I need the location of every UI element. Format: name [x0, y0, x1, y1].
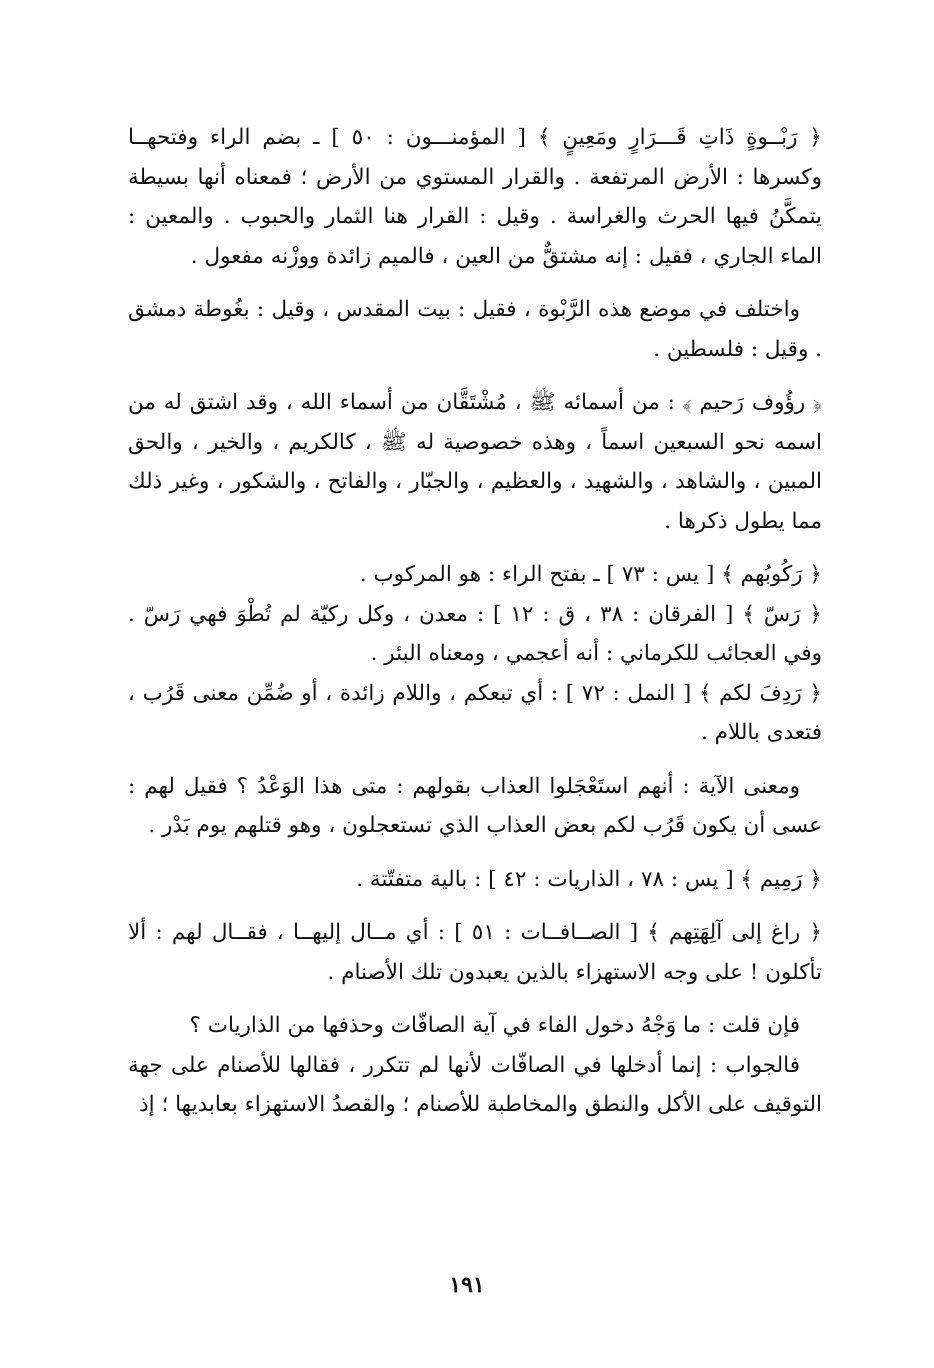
entry-ragha: ﴿ راغ إلى آلِهَتِهم ﴾ [ الصــافــات : ٥١ ] : أي مــال إليهــا ، فقــال لهم : ألا تأكلون ! على وجه الاستهزاء بالذين يعبدون تلك الأصنام . — [128, 920, 822, 985]
entry-rakoubuhum: ﴿ رَكُوبُهم ﴾ [ يس : ٧٣ ] ـ بفتح الراء : هو المركوب . — [359, 562, 822, 587]
entry-rabwa: ﴿ رَبْــوةٍ ذَاتِ قَـــرَارٍ ومَعِينٍ ﴾ [ المؤمنـــون : ٥٠ ] ـ بضم الراء وفتحهــا وكسرها : الأرض المرتفعة . والقرار المستوي من الأرض ؛ فمعناه أنها بسيطة يتمكَّنُ فيها الحرث والغراسة . وقيل : القرار هنا الثمار والحبوب . والمعين : الماء الجاري ، فقيل : إنه مشتقٌّ من العين ، فالميم زائدة ووزْنه مفعول . — [128, 125, 822, 269]
entry-ramim: ﴿ رَمِيم ﴾ [ يس : ٧٨ ، الذاريات : ٤٢ ] : بالية متفتّتة . — [356, 866, 822, 892]
entry-raouf-rahim: ﴿ رؤُوف رَحيم ﴾ : من أسمائه ﷺ ، مُشْتَقَّان من أسماء الله ، وقد اشتق له من اسمه نحو السبعين اسماً ، وهذه خصوصية له ﷺ ، كالكريم ، والخير ، والحق المبين ، والشاهد ، والشهيد ، والعظيم ، والجبّار ، والفاتح ، والشكور ، وغير ذلك مما يطول ذكرها . — [128, 390, 822, 534]
entry-radifa: ﴿ رَدِفَ لكم ﴾ [ النمل : ٧٢ ] : أي تبعكم ، واللام زائدة ، أو ضُمِّن معنى قَرُب ، فتعدى باللام . — [128, 680, 822, 745]
page-number: ١٩١ — [449, 1272, 485, 1298]
paragraph-verse-meaning: ومعنى الآية : أنهم استَعْجَلوا العذاب بقولهم : متى هذا الوَعْدُ ؟ فقيل لهم : عسى أن يكون قَرُب لكم بعض العذاب الذي تستعجلون ، وهو قتلهم يوم بَدْر . — [128, 773, 822, 838]
entry-rass: ﴿ رَسّ ﴾ [ الفرقان : ٣٨ ، ق : ١٢ ] : معدن ، وكل ركيّة لم تُطْوَ فهي رَسّ . وفي العجائب للكرماني : أنه أعجمي ، ومعناه البئر . — [128, 601, 823, 666]
page-body — [128, 118, 822, 1125]
paragraph-rabwa-location: واختلف في موضع هذه الرَّبْوة ، فقيل : بيت المقدس ، وقيل : بغُوطة دمشق . وقيل : فلسطين . — [128, 297, 822, 362]
paragraph-answer: فالجواب : إنما أدخلها في الصافّات لأنها لم تتكرر ، فقالها للأصنام على جهة التوقيف على الأكل والنطق والمخاطبة للأصنام ؛ والقصدُ الاستهزاء بعابديها ؛ إذ — [128, 1052, 822, 1117]
paragraph-question: فإن قلت : ما وَجْهُ دخول الفاء في آية الصافّات وحذفها من الذاريات ؟ — [189, 1013, 800, 1038]
